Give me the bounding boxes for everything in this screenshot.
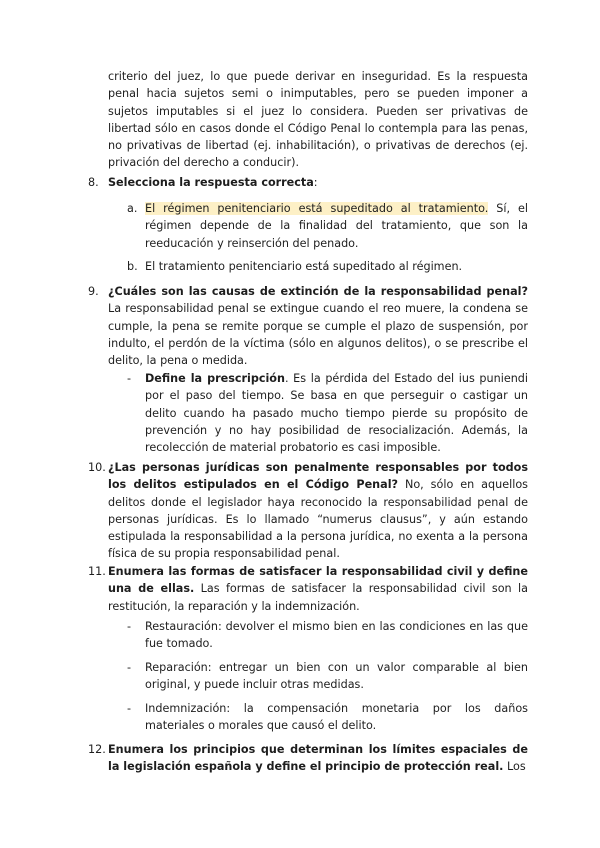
q11-paragraph — [108, 563, 528, 615]
q11-item-indemnizacion: Indemnización: la compensación monetaria por los daños materiales o morales que causó el delito. — [145, 702, 528, 733]
q9-bullet-bold: Define la prescripción — [145, 372, 285, 385]
q11-answer: Las formas de satisfacer la responsabilidad civil son la restitución, la reparación y la indemnización. — [108, 582, 528, 613]
q12-paragraph — [108, 741, 528, 776]
intro-paragraph: criterio del juez, lo que puede derivar en inseguridad. Es la respuesta penal hacia sujetos semi o inimputables, pero se pueden imponer a sujetos imputables si el juez lo considera. Pueden ser privativas de libertad sólo en casos donde el Código Penal lo contempla para las penas, no privativas de libertad (ej. inhabilitación), o privativas de derechos (ej. privación del derecho a conducir). — [108, 70, 528, 170]
q11-item-restauracion: Restauración: devolver el mismo bien en las condiciones en las que fue tomado. — [145, 620, 528, 651]
q10-answer: No, sólo en aquellos delitos donde el legislador haya reconocido la responsabilidad penal de personas jurídicas. Es lo llamado “numerus clausus”, y aún estando estipulada la responsabilidad a la persona jurídica, no exenta a la persona física de su propia responsabilidad penal. — [108, 478, 528, 561]
q8-question-text: Selecciona la respuesta correcta — [108, 176, 314, 189]
q11-number: 11. — [88, 565, 106, 578]
q8-option-a — [145, 200, 528, 252]
q8-option-b-label: b. — [127, 260, 138, 273]
q12-answer: Los — [503, 760, 526, 774]
q9-answer: La responsabilidad penal se extingue cuando el reo muere, la condena se cumple, la pena se remite porque se cumple el plazo de suspensión, por indulto, el perdón de la víctima (sólo en algunos delitos), o se prescribe el delito, la pena o medida. — [108, 302, 528, 368]
q10-paragraph — [108, 459, 528, 563]
q9-question: ¿Cuáles son las causas de extinción de la responsabilidad penal? — [108, 285, 528, 298]
q8-option-b: El tratamiento penitenciario está supeditado al régimen. — [145, 260, 463, 273]
q10-question: ¿Las personas jurídicas son penalmente responsables por todos los delitos estipulados en el Código Penal? — [108, 461, 528, 492]
q11-question: Enumera las formas de satisfacer la responsabilidad civil y define una de ellas. — [108, 565, 528, 596]
q9-number: 9. — [88, 285, 99, 298]
q11-item-reparacion: Reparación: entregar un bien con un valor comparable al bien original, y puede incluir otras medidas. — [145, 661, 528, 692]
q8-colon: : — [313, 176, 318, 189]
q9-paragraph — [108, 283, 528, 369]
q12-question: Enumera los principios que determinan los límites espaciales de la legislación española y define el principio de protección real. — [108, 743, 528, 774]
q8-option-a-highlight: El régimen penitenciario está supeditado al tratamiento. — [145, 202, 489, 215]
q9-bullet — [145, 370, 528, 456]
q9-bullet-dash: - — [127, 372, 132, 385]
q12-number: 12. — [88, 743, 106, 756]
q11-item-dash: - — [127, 702, 132, 715]
q11-item-dash: - — [127, 620, 132, 633]
q8-option-a-rest: Sí, el régimen depende de la finalidad del tratamiento, que son la reeducación y reinserción del penado. — [145, 202, 528, 250]
q9-bullet-text: . Es la pérdida del Estado del ius puniendi por el paso del tiempo. Se basa en que perseguir o castigar un delito cuando ha pasado mucho tiempo pierde su propósito de prevención y no hay posibilidad de resocialización. Además, la recolección de material probatorio es casi imposible. — [145, 372, 528, 455]
q8-option-a-label: a. — [127, 202, 138, 215]
q8-number: 8. — [88, 176, 99, 189]
q10-number: 10. — [88, 461, 106, 474]
q11-item-dash: - — [127, 661, 132, 674]
q8-question — [108, 174, 528, 191]
